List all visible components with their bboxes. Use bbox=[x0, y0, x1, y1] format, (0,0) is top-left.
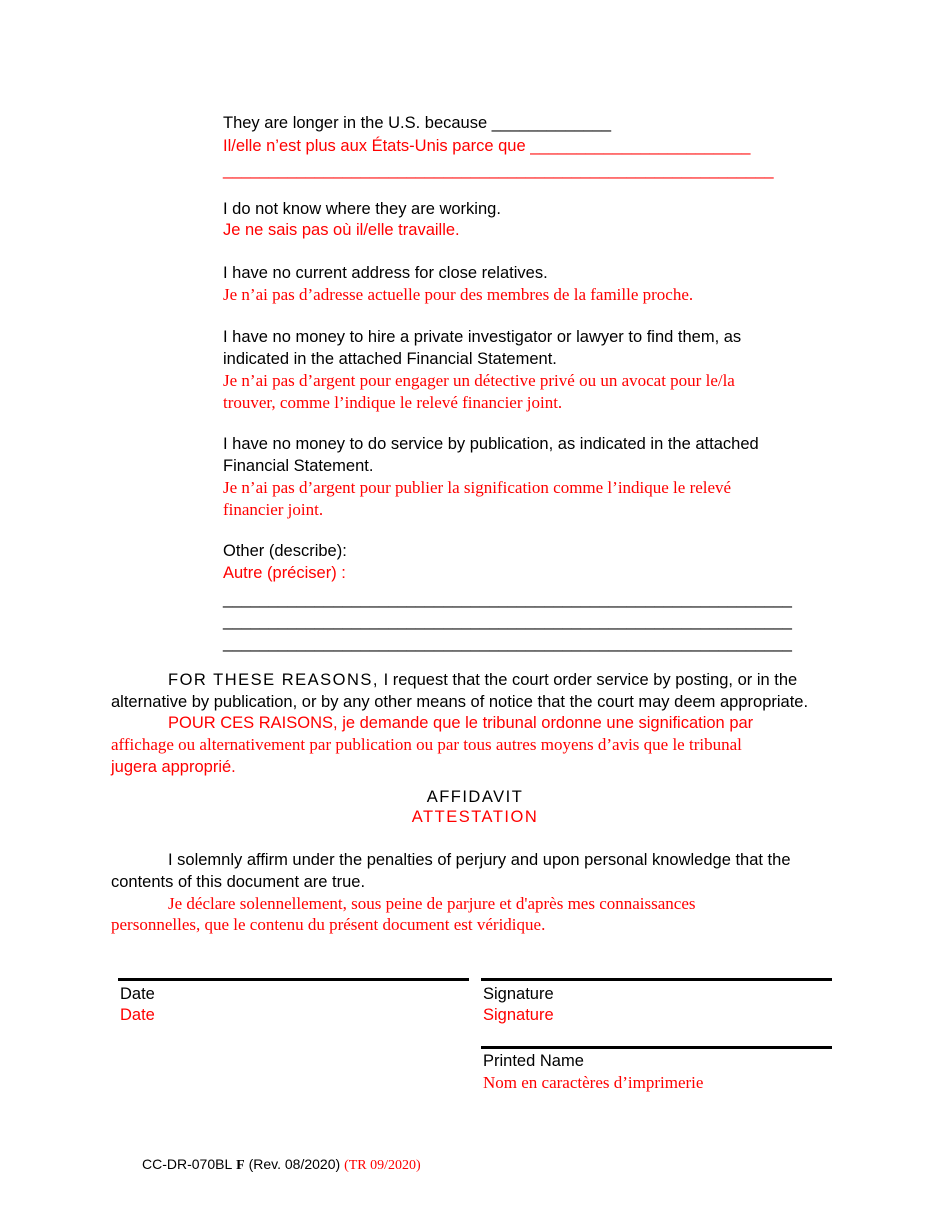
affidavit-fr-line-1: Je déclare solennellement, sous peine de parjure et d'après mes connaissances bbox=[168, 894, 696, 913]
reason-not-in-us-blank[interactable]: ____________________________________________________________ bbox=[223, 161, 774, 179]
signature-label-fr: Signature bbox=[483, 1006, 554, 1024]
printed-name-label-fr: Nom en caractères d’imprimerie bbox=[483, 1073, 704, 1092]
request-fr-line-1 bbox=[168, 713, 753, 733]
reason-other-blank-1[interactable]: ______________________________________________________________ bbox=[223, 590, 792, 608]
request-fr-text-1: je demande que le tribunal ordonne une signification par bbox=[337, 714, 754, 732]
printed-name-line[interactable] bbox=[481, 1046, 832, 1049]
affidavit-heading-en: AFFIDAVIT bbox=[426, 788, 524, 806]
reason-other-blank-2[interactable]: ______________________________________________________________ bbox=[223, 612, 792, 630]
reason-other-fr: Autre (préciser) : bbox=[223, 564, 346, 582]
reason-no-address-en: I have no current address for close relatives. bbox=[223, 264, 548, 282]
request-en-lead: FOR THESE REASONS, bbox=[168, 671, 379, 689]
reason-no-money-investigator-en-2: indicated in the attached Financial Statement. bbox=[223, 350, 557, 368]
reason-other-en: Other (describe): bbox=[223, 542, 347, 560]
reason-not-in-us-fr: Il/elle n’est plus aux États-Unis parce que ________________________ bbox=[223, 137, 751, 155]
request-fr-line-3: jugera approprié. bbox=[111, 758, 236, 776]
request-en-line-1 bbox=[168, 670, 797, 690]
reason-not-working-fr: Je ne sais pas où il/elle travaille. bbox=[223, 221, 460, 239]
affidavit-fr-line-2: personnelles, que le contenu du présent document est véridique. bbox=[111, 915, 546, 934]
printed-name-label-en: Printed Name bbox=[483, 1052, 584, 1070]
reason-no-money-investigator-fr-2: trouver, comme l’indique le relevé financier joint. bbox=[223, 393, 563, 412]
request-en-line-2: alternative by publication, or by any other means of notice that the court may deem appropriate. bbox=[111, 693, 809, 711]
reason-other-blank-3[interactable]: ______________________________________________________________ bbox=[223, 634, 792, 652]
request-fr-lead: POUR CES RAISONS, bbox=[168, 714, 338, 732]
affidavit-en-line-2: contents of this document are true. bbox=[111, 873, 366, 891]
reason-no-money-investigator-en-1: I have no money to hire a private investigator or lawyer to find them, as bbox=[223, 328, 742, 346]
request-en-text-1: I request that the court order service by posting, or in the bbox=[378, 671, 798, 689]
date-label-fr: Date bbox=[120, 1006, 155, 1024]
date-signature-line[interactable] bbox=[118, 978, 469, 981]
reason-no-money-publication-en-2: Financial Statement. bbox=[223, 457, 374, 475]
form-revision: (Rev. 08/2020) bbox=[248, 1156, 341, 1172]
reason-no-money-publication-fr-2: financier joint. bbox=[223, 500, 324, 519]
request-fr-line-2: affichage ou alternativement par publication ou par tous autres moyens d’avis que le tribunal bbox=[111, 735, 742, 754]
reason-no-money-investigator-fr-1: Je n’ai pas d’argent pour engager un détective privé ou un avocat pour le/la bbox=[223, 371, 735, 390]
date-label-en: Date bbox=[120, 985, 155, 1003]
form-lang-code: F bbox=[236, 1158, 245, 1173]
reason-not-working-en: I do not know where they are working. bbox=[223, 200, 501, 218]
reason-no-address-fr: Je n’ai pas d’adresse actuelle pour des membres de la famille proche. bbox=[223, 285, 694, 304]
form-translation-revision: (TR 09/2020) bbox=[344, 1158, 421, 1173]
reason-no-money-publication-fr-1: Je n’ai pas d’argent pour publier la signification comme l’indique le relevé bbox=[223, 478, 732, 497]
signature-label-en: Signature bbox=[483, 985, 554, 1003]
affidavit-heading-fr: ATTESTATION bbox=[411, 808, 539, 826]
signature-line[interactable] bbox=[481, 978, 832, 981]
reason-not-in-us-en: They are longer in the U.S. because _____________ bbox=[223, 114, 612, 132]
form-id: CC-DR-070BL bbox=[142, 1156, 233, 1172]
affidavit-en-line-1: I solemnly affirm under the penalties of perjury and upon personal knowledge that the bbox=[168, 851, 791, 869]
reason-no-money-publication-en-1: I have no money to do service by publication, as indicated in the attached bbox=[223, 435, 759, 453]
form-footer bbox=[142, 1154, 421, 1176]
